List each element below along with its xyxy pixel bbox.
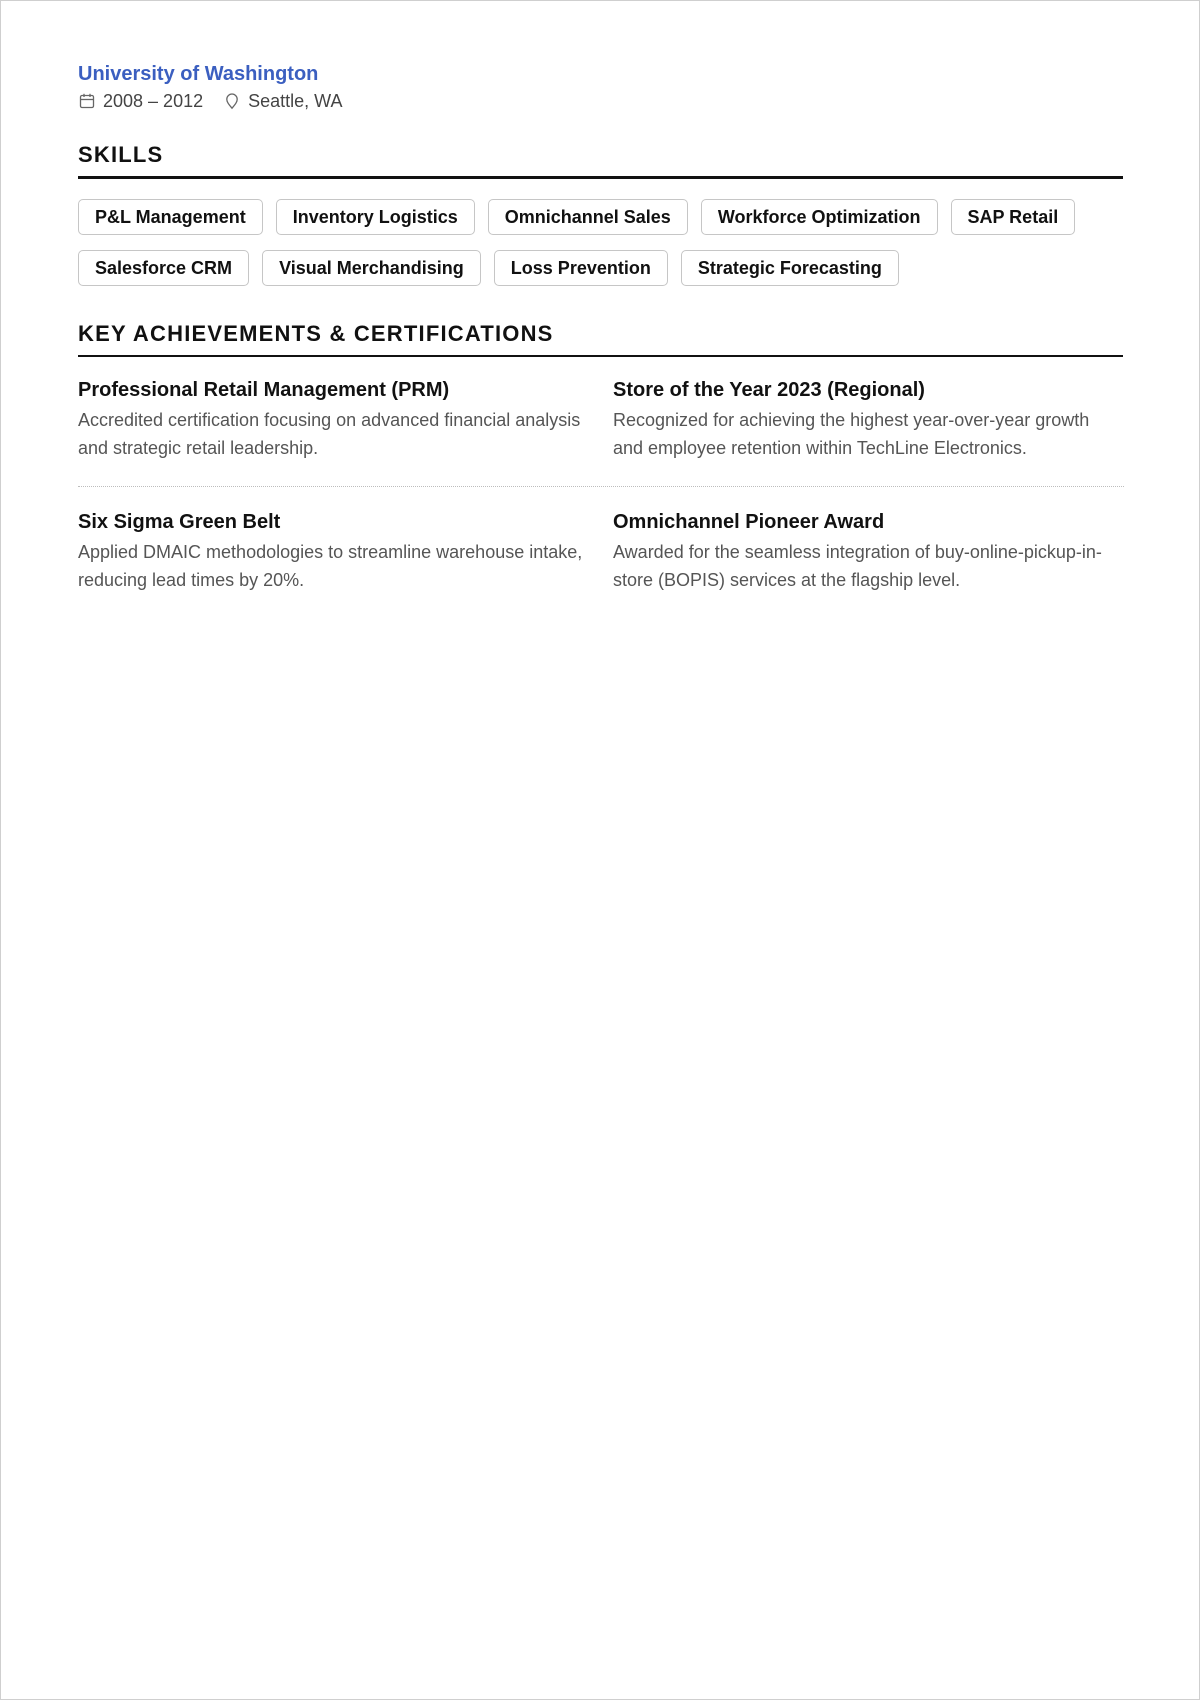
skill-tag: Workforce Optimization — [701, 199, 938, 235]
achievement-title: Store of the Year 2023 (Regional) — [613, 379, 925, 401]
achievement-description: Applied DMAIC methodologies to streamline warehouse intake, reducing lead times by 20%. — [78, 542, 583, 590]
achievement-description: Accredited certification focusing on advanced financial analysis and strategic retail leadership. — [78, 410, 581, 458]
achievements-heading: KEY ACHIEVEMENTS & CERTIFICATIONS — [78, 320, 1123, 357]
location-text: Seattle, WA — [248, 91, 343, 111]
education-location — [223, 89, 342, 113]
skill-tag: Visual Merchandising — [262, 250, 481, 286]
achievements-section — [78, 320, 1123, 594]
achievement-divider — [78, 486, 1124, 487]
education-meta — [78, 89, 1123, 113]
skill-tag: Salesforce CRM — [78, 250, 249, 286]
school-name: University of Washington — [78, 63, 319, 85]
achievement-title: Professional Retail Management (PRM) — [78, 379, 450, 401]
dates-text: 2008 – 2012 — [103, 91, 204, 111]
skill-tag: SAP Retail — [951, 199, 1076, 235]
skill-tag: Inventory Logistics — [276, 199, 475, 235]
skills-section — [78, 141, 1123, 286]
achievement-item — [613, 509, 1124, 594]
achievement-item — [78, 377, 613, 462]
skill-tag: P&L Management — [78, 199, 263, 235]
education-dates — [78, 89, 203, 113]
achievement-description: Recognized for achieving the highest year-over-year growth and employee retention within TechLine Electronics. — [613, 410, 1090, 458]
skills-list — [78, 199, 1124, 286]
achievement-description: Awarded for the seamless integration of buy-online-pickup-in-store (BOPIS) services at the flagship level. — [613, 542, 1102, 590]
education-entry — [78, 61, 1123, 113]
skill-tag: Omnichannel Sales — [488, 199, 688, 235]
skill-tag: Strategic Forecasting — [681, 250, 899, 286]
achievement-title: Omnichannel Pioneer Award — [613, 511, 885, 533]
location-pin-icon — [223, 92, 241, 110]
calendar-icon — [78, 92, 96, 110]
achievements-grid — [78, 377, 1123, 594]
skills-heading: SKILLS — [78, 141, 1123, 179]
skill-tag: Loss Prevention — [494, 250, 668, 286]
achievement-item — [78, 509, 613, 594]
achievement-title: Six Sigma Green Belt — [78, 511, 281, 533]
achievement-item — [613, 377, 1124, 462]
